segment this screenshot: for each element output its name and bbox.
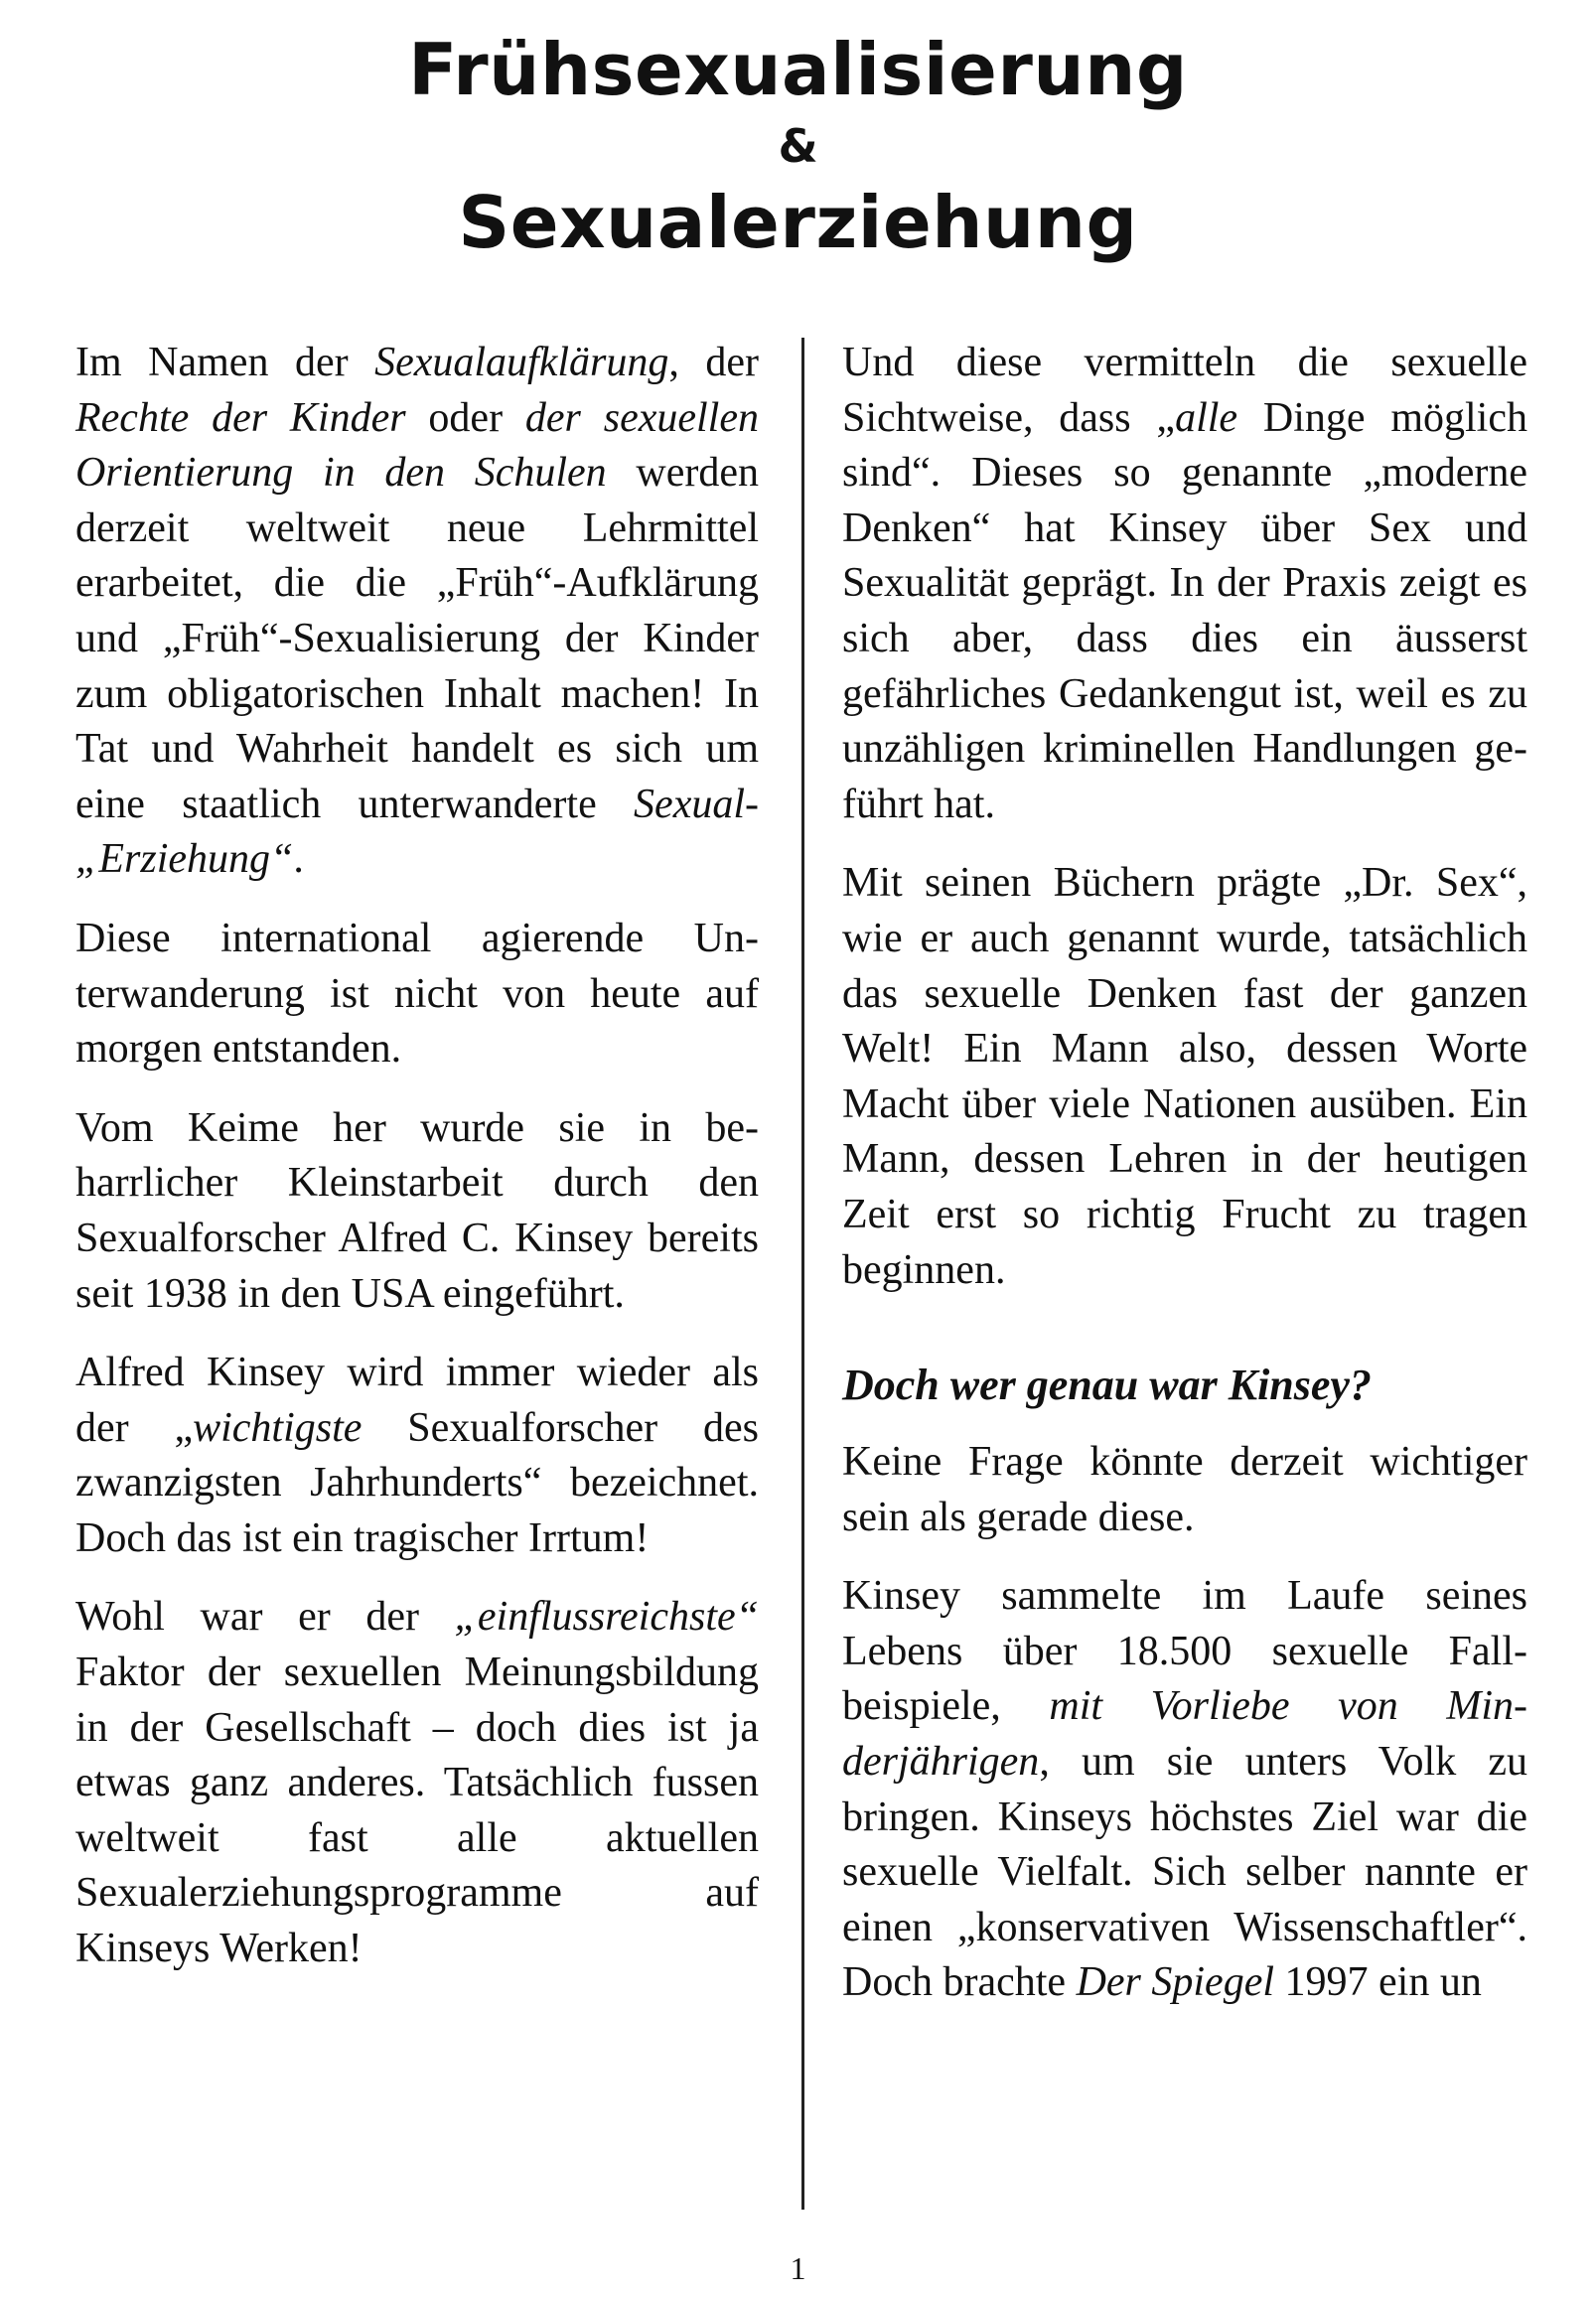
italic-text-run: mit Vorliebe von Minderjährigen: [842, 1683, 1528, 1786]
paragraph: [842, 1435, 1527, 1545]
italic-text-run: „einflussreichste“: [454, 1594, 759, 1641]
text-run: Alfred Kinsey wird immer wieder als der „: [75, 1350, 759, 1451]
title-block: [0, 22, 1596, 270]
paragraph: [842, 336, 1527, 832]
text-run: Faktor der sexuellen Meinungsbildung in der Gesellschaft – doch dies ist ja etwas ganz anderes. Tatsächlich fussen weltweit fast alle aktuellen Sexualerziehungsprogramme auf Kinseys Werken!: [75, 1650, 759, 1972]
paragraph: [75, 1101, 759, 1322]
text-run: Keine Frage könnte derzeit wichtiger sein als gerade diese.: [842, 1439, 1527, 1540]
italic-text-run: der sexuellen Orientierung in den Schulen: [75, 394, 759, 497]
italic-text-run: wichtigste: [193, 1404, 363, 1451]
text-run: , um sie unters Volk zu bringen. Kinseys höchstes Ziel war die sexuelle Vielfalt. Sich selber nannte er einen „konservativen Wissenschaftler“. Doch brachte: [842, 1739, 1527, 2006]
text-run: Und diese vermitteln die sexuelle Sichtweise, dass „: [842, 340, 1527, 441]
text-run: , der: [668, 340, 759, 385]
paragraph: [75, 336, 759, 888]
title-line-2: Sexualerziehung: [458, 181, 1138, 264]
title-ampersand: &: [778, 119, 818, 173]
right-column: [842, 336, 1527, 2035]
text-run: Sexualforscher des zwanzigsten Jahrhunderts“ bezeichnet. Doch das ist ein tragischer Irrtum!: [75, 1404, 759, 1561]
paragraph: [842, 856, 1527, 1298]
text-run: oder: [405, 394, 525, 441]
text-run: Wohl war er der: [75, 1594, 455, 1641]
paragraph: [75, 1346, 759, 1566]
text-run: Im Namen der: [75, 340, 375, 385]
italic-text-run: Sexualaufklärung: [374, 340, 669, 385]
text-run: Kinsey sammelte im Laufe seines Lebens über 18.500 sexuelle Fallbeispiele,: [842, 1573, 1527, 1730]
paragraph: [75, 912, 759, 1077]
text-run: werden derzeit weltweit neue Lehrmittel erarbeitet, die die „Früh“-Aufklärung und „Früh“-Sexualisierung der Kinder zum obligatorischen Inhalt machen! In Tat und Wahrheit handelt es sich um eine staatlich unterwanderte: [75, 450, 759, 827]
title-line-1: Frühsexualisierung: [408, 28, 1188, 111]
italic-text-run: alle: [1175, 394, 1238, 441]
text-run: Vom Keime her wurde sie in beharrlicher Kleinstarbeit durch den Sexualforscher Alfred C. Kinsey bereits seit 1938 in den USA eingeführt.: [75, 1104, 759, 1317]
left-column: [75, 336, 759, 2001]
italic-text-run: Der Spiegel: [1076, 1959, 1275, 2006]
text-run: Dinge möglich sind“. Dieses so genannte „moderne Denken“ hat Kinsey über Sex und Sexualität geprägt. In der Praxis zeigt es sich aber, dass dies ein äusserst gefährliches Gedankengut ist, weil es zu unzähligen kriminellen Handlungen geführt hat.: [842, 394, 1527, 827]
text-run: Mit seinen Büchern prägte „Dr. Sex“, wie er auch genannt wurde, tatsächlich das sexuelle Denken fast der ganzen Welt! Ein Mann also, dessen Worte Macht über viele Nationen ausüben. Ein Mann, dessen Lehren in der heutigen Zeit erst so richtig Frucht zu tragen beginnen.: [842, 860, 1527, 1293]
section-heading: Doch wer genau war Kinsey?: [842, 1361, 1372, 1410]
paragraph: [75, 1590, 759, 1976]
italic-text-run: Sexual-„Erziehung“: [75, 781, 759, 883]
text-run: Diese international agierende Unterwanderung ist nicht von heute auf morgen entstanden.: [75, 915, 759, 1073]
text-run: .: [293, 836, 304, 883]
column-divider: [801, 338, 804, 2210]
italic-text-run: Rechte der Kinder: [75, 394, 406, 441]
page-number: 1: [790, 2250, 806, 2286]
text-run: 1997 ein un: [1274, 1959, 1482, 2006]
paragraph: [842, 1569, 1527, 2011]
